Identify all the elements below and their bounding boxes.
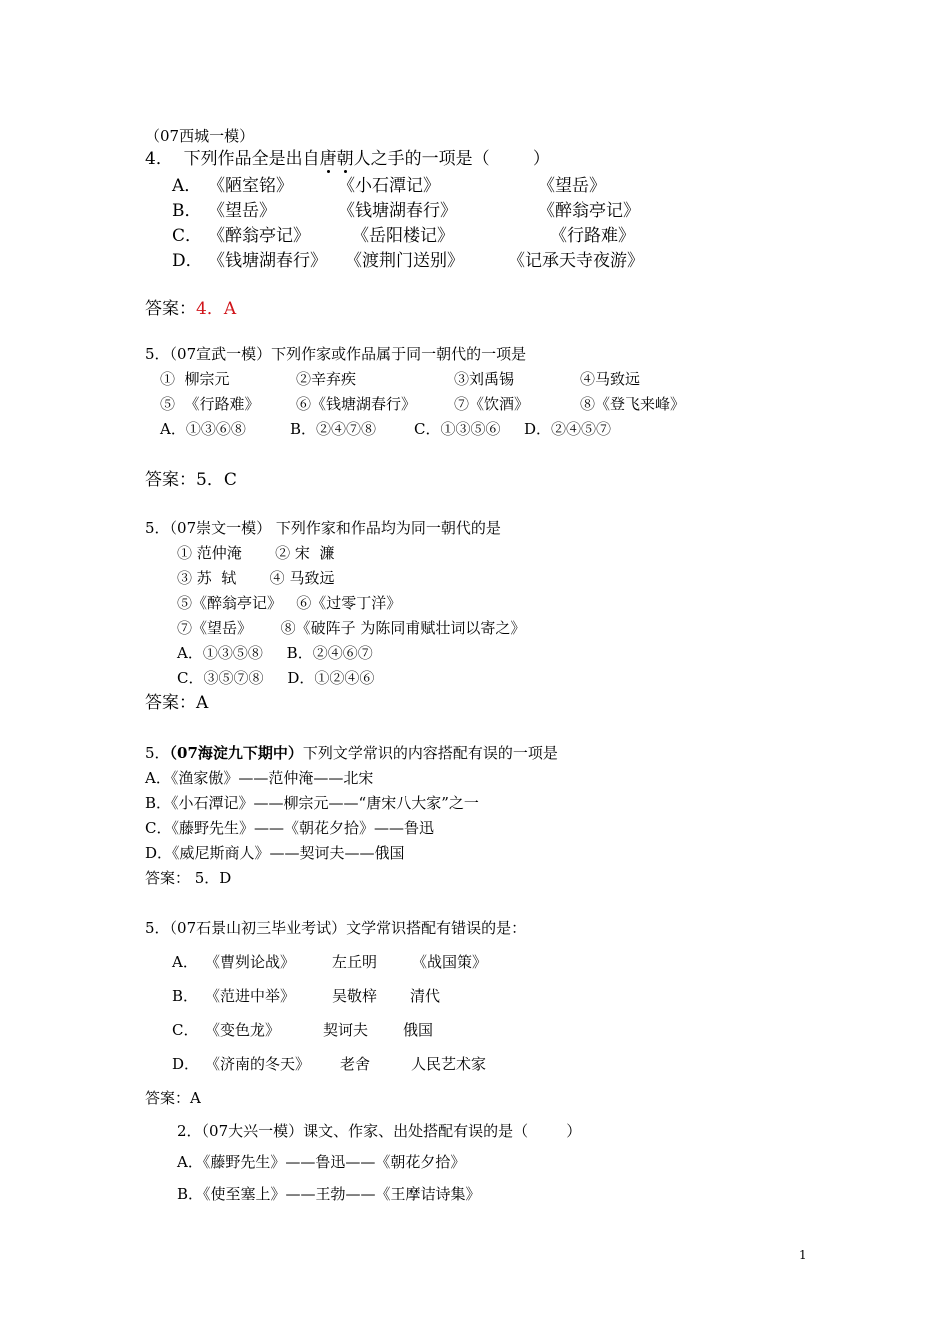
q2-item-8: ⑧《登飞来峰》 [580,395,686,413]
q5-option-a-letter: A． [172,953,198,971]
q1-option-b-2: 《钱塘湖春行》 [338,201,457,221]
q5-option-d-author: 老舍 [340,1055,371,1073]
q3-line: ⑦《望岳》 ⑧《破阵子 为陈同甫赋壮词以寄之》 [177,619,526,637]
q6-stem: 2．（07大兴一模）课文、作家、出处搭配有误的是（ ） [177,1122,582,1140]
q4-option-a: A．《渔家傲》——范仲淹——北宋 [145,769,374,787]
q3-line: ③ 苏 轼 ④ 马致远 [177,569,335,587]
q2-item-5: ⑤ 《行路难》 [160,395,260,413]
q5-option-c-work: 《变色龙》 [205,1021,281,1039]
q2-answer: 答案：5．C [145,470,237,490]
q5-option-a-source: 《战国策》 [412,953,488,971]
q5-option-d-work: 《济南的冬天》 [205,1055,311,1073]
page-number: 1 [799,1248,807,1262]
q5-stem: 5．（07石景山初三毕业考试）文学常识搭配有错误的是： [145,919,527,937]
q2-item-1: ① 柳宗元 [160,370,230,388]
q6-option-a: A．《藤野先生》——鲁迅——《朝花夕拾》 [177,1153,466,1171]
q4-source: （07海淀九下期中） [169,744,303,762]
q5-option-b-author: 吴敬梓 [332,987,378,1005]
q2-item-6: ⑥《钱塘湖春行》 [296,395,417,413]
q1-option-d-2: 《渡荆门送别》 [345,251,464,271]
q2-item-3: ③刘禹锡 [454,370,515,388]
q1-option-a-2: 《小石潭记》 [338,176,440,196]
q4-answer: 答案： 5．D [145,869,232,887]
q4-option-b: B．《小石潭记》——柳宗元——“唐宋八大家”之一 [145,794,479,812]
q5-option-b-letter: B． [172,987,199,1005]
q2-option-c: C．①③⑤⑥ [414,420,501,438]
q4-stem: 5．（07海淀九下期中）下列文学常识的内容搭配有误的一项是 [145,744,558,762]
q3-line: ⑤《醉翁亭记》 ⑥《过零丁洋》 [177,594,402,612]
q4-option-c: C．《藤野先生》——《朝花夕拾》——鲁迅 [145,819,434,837]
q1-option-c-letter: C． [172,226,203,246]
q1-option-b-3: 《醉翁亭记》 [538,201,640,221]
q2-option-a: A．①③⑥⑧ [160,420,246,438]
q1-option-c-2: 《岳阳楼记》 [352,226,454,246]
q5-option-c-author: 契诃夫 [323,1021,369,1039]
q1-option-c-3: 《行路难》 [550,226,635,246]
q4-option-d: D．《威尼斯商人》——契诃夫——俄国 [145,844,405,862]
q3-line: C．③⑤⑦⑧ D．①②④⑥ [177,669,375,687]
q5-option-c-source: 俄国 [403,1021,434,1039]
q1-option-a-3: 《望岳》 [538,176,606,196]
q1-option-d-3: 《记承天寺夜游》 [508,251,644,271]
q1-option-d-1: 《钱塘湖春行》 [208,251,327,271]
q2-stem: 5．（07宣武一模）下列作家或作品属于同一朝代的一项是 [145,345,527,363]
q2-option-d: D．②④⑤⑦ [524,420,612,438]
q5-option-b-source: 清代 [410,987,441,1005]
q5-option-b-work: 《范进中举》 [205,987,296,1005]
q1-option-c-1: 《醉翁亭记》 [208,226,310,246]
q1-source: （07西城一模） [145,127,255,145]
q3-stem: 5．（07崇文一模） 下列作家和作品均为同一朝代的是 [145,519,501,537]
q2-item-4: ④马致远 [580,370,641,388]
q1-option-a-1: 《陋室铭》 [208,176,293,196]
q3-line: A．①③⑤⑧ B．②④⑥⑦ [177,644,373,662]
q5-option-c-letter: C． [172,1021,199,1039]
q1-option-b-letter: B． [172,201,202,221]
q2-option-b: B．②④⑦⑧ [290,420,377,438]
q1-option-b-1: 《望岳》 [208,201,276,221]
q2-item-2: ②辛弃疾 [296,370,357,388]
q6-option-b: B．《使至塞上》——王勃——《王摩诘诗集》 [177,1185,481,1203]
q3-line: ① 范仲淹 ② 宋 濂 [177,544,335,562]
q2-item-7: ⑦《饮酒》 [454,395,530,413]
q5-answer: 答案：A [145,1089,201,1107]
q3-answer: 答案：A [145,693,209,713]
q1-option-d-letter: D． [172,251,203,271]
q1-answer-value: 4．A [196,299,237,319]
q5-option-a-author: 左丘明 [332,953,378,971]
q1-stem: 4． 下列作品全是出自唐朝人之手的一项是（ ） [145,149,550,169]
q5-option-d-letter: D． [172,1055,200,1073]
q5-option-a-work: 《曹刿论战》 [205,953,296,971]
q1-option-a-letter: A． [172,176,202,196]
q1-answer: 答案：4．A [145,299,237,319]
q5-option-d-source: 人民艺术家 [411,1055,487,1073]
